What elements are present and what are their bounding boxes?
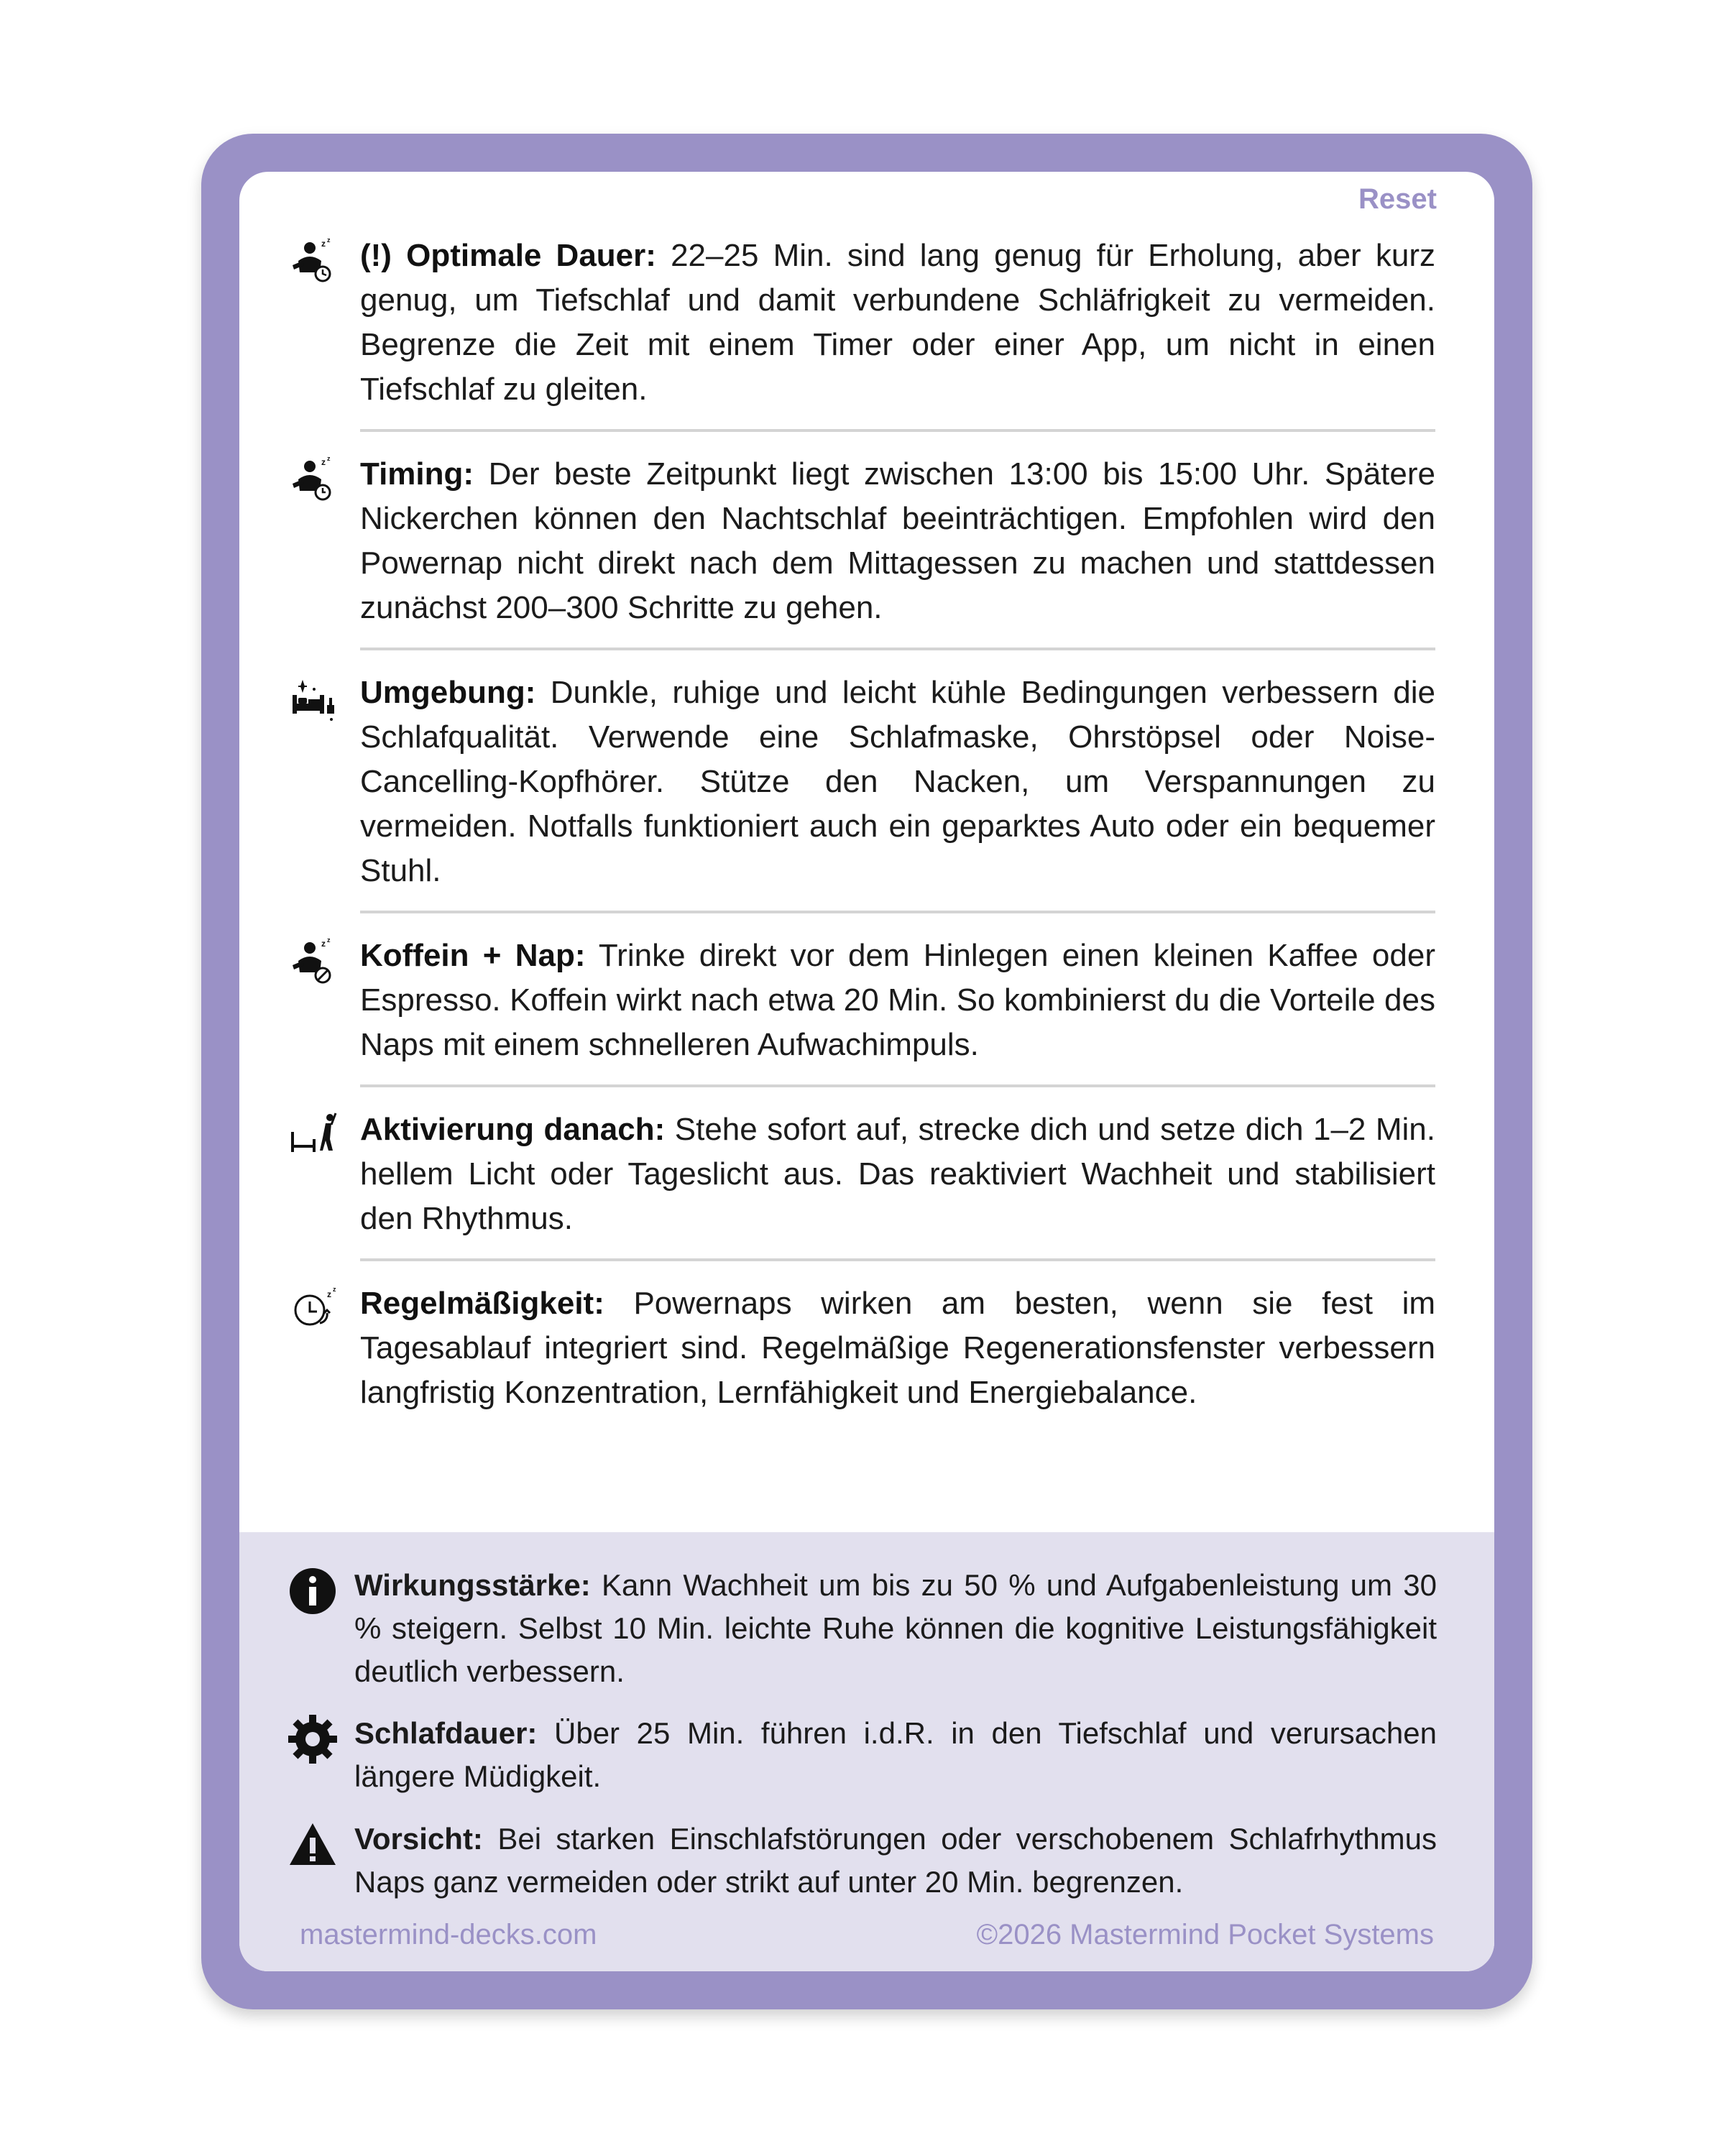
tip-text: Dunkle, ruhige und leicht kühle Bedingungen verbessern die Schlafqualität. Verwende eine Schlafmaske, Ohrstöpsel oder Noise-Cancelling-Kopfhörer. Stütze den Nacken, um Verspannungen zu vermeiden. Notfalls funktioniert auch ein geparktes Auto oder ein bequemer Stuhl. [360,675,1435,888]
note-text: Über 25 Min. führen i.d.R. in den Tiefschlaf und verursachen längere Müdigkeit. [354,1716,1437,1793]
tip-title: (!) Optimale Dauer: [360,238,656,273]
tip-text: Trinke direkt vor dem Hinlegen einen kleinen Kaffee oder Espresso. Koffein wirkt nach etwa 20 Min. So kombinierst du die Vorteile des Naps mit einem schnelleren Aufwachimpuls. [360,938,1435,1062]
notes-panel [239,1532,1494,1971]
tip-title: Regelmäßigkeit: [360,1286,604,1321]
tip-title: Timing: [360,456,474,492]
warning-icon [287,1819,339,1871]
person-sleeping-coffee-icon [288,936,340,988]
tip-timing [321,452,1435,650]
tip-title: Umgebung: [360,675,536,710]
bed-environment-icon [288,673,340,725]
clock-cycle-icon [288,1284,340,1336]
tip-environment [360,671,1435,913]
svg-text:z: z [327,936,331,944]
tip-optimal-duration [321,234,1435,432]
footer-copyright: ©2026 Mastermind Pocket Systems [976,1919,1434,1950]
svg-text:z: z [333,1286,336,1293]
note-text: Bei starken Einschlafstörungen oder verschobenem Schlafrhythmus Naps ganz vermeiden oder strikt auf unter 20 Min. begrenzen. [354,1822,1437,1899]
tip-text: Stehe sofort auf, strecke dich und setze dich 1–2 Min. hellem Licht oder Tageslicht aus. Das reaktiviert Wachheit und stabilisiert den Rhythmus. [360,1112,1436,1236]
note-effectiveness [354,1564,1437,1693]
tip-title: Koffein + Nap: [360,938,586,973]
svg-text:z: z [327,236,331,244]
tip-regularity [327,1281,1435,1432]
svg-text:z: z [327,1289,331,1299]
gear-icon [287,1713,339,1765]
note-caution [354,1818,1437,1904]
tip-activation-after [360,1107,1435,1261]
person-sleeping-clock-icon [288,236,340,288]
person-stretching-bed-icon [288,1110,340,1162]
note-title: Wirkungsstärke: [354,1568,591,1602]
note-title: Vorsicht: [354,1822,483,1856]
svg-text:z: z [321,457,326,467]
card-frame [201,134,1532,2009]
note-title: Schlafdauer: [354,1716,538,1750]
svg-text:z: z [327,455,331,462]
person-sleeping-alarm-icon [288,455,340,507]
reset-button[interactable]: Reset [1358,183,1437,215]
svg-text:z: z [321,239,326,249]
card-body [239,172,1494,1971]
tip-text: Powernaps wirken am besten, wenn sie fest im Tagesablauf integriert sind. Regelmäßige Regenerationsfenster verbessern langfristig Konzentration, Lernfähigkeit und Energiebalance. [360,1286,1435,1410]
note-sleep-duration [354,1712,1437,1798]
tip-caffeine-nap [321,934,1435,1087]
tip-text: Der beste Zeitpunkt liegt zwischen 13:00 bis 15:00 Uhr. Spätere Nickerchen können den Nachtschlaf beeinträchtigen. Empfohlen wird den Powernap nicht direkt nach dem Mittagessen zu machen und stattdessen zunächst 200–300 Schritte zu gehen. [360,456,1435,625]
svg-text:z: z [321,939,326,949]
footer-website[interactable]: mastermind-decks.com [300,1919,597,1950]
info-icon [287,1565,339,1617]
tips-list [239,234,1494,1452]
tip-text: 22–25 Min. sind lang genug für Erholung, aber kurz genug, um Tiefschlaf und damit verbundene Schläfrigkeit zu vermeiden. Begrenze die Zeit mit einem Timer oder einer App, um nicht in einen Tiefschlaf zu gleiten. [360,238,1435,407]
note-text: Kann Wachheit um bis zu 50 % und Aufgabenleistung um 30 % steigern. Selbst 10 Min. leichte Ruhe können die kognitive Leistungsfähigkeit deutlich verbessern. [354,1568,1437,1688]
tip-title: Aktivierung danach: [360,1112,666,1147]
